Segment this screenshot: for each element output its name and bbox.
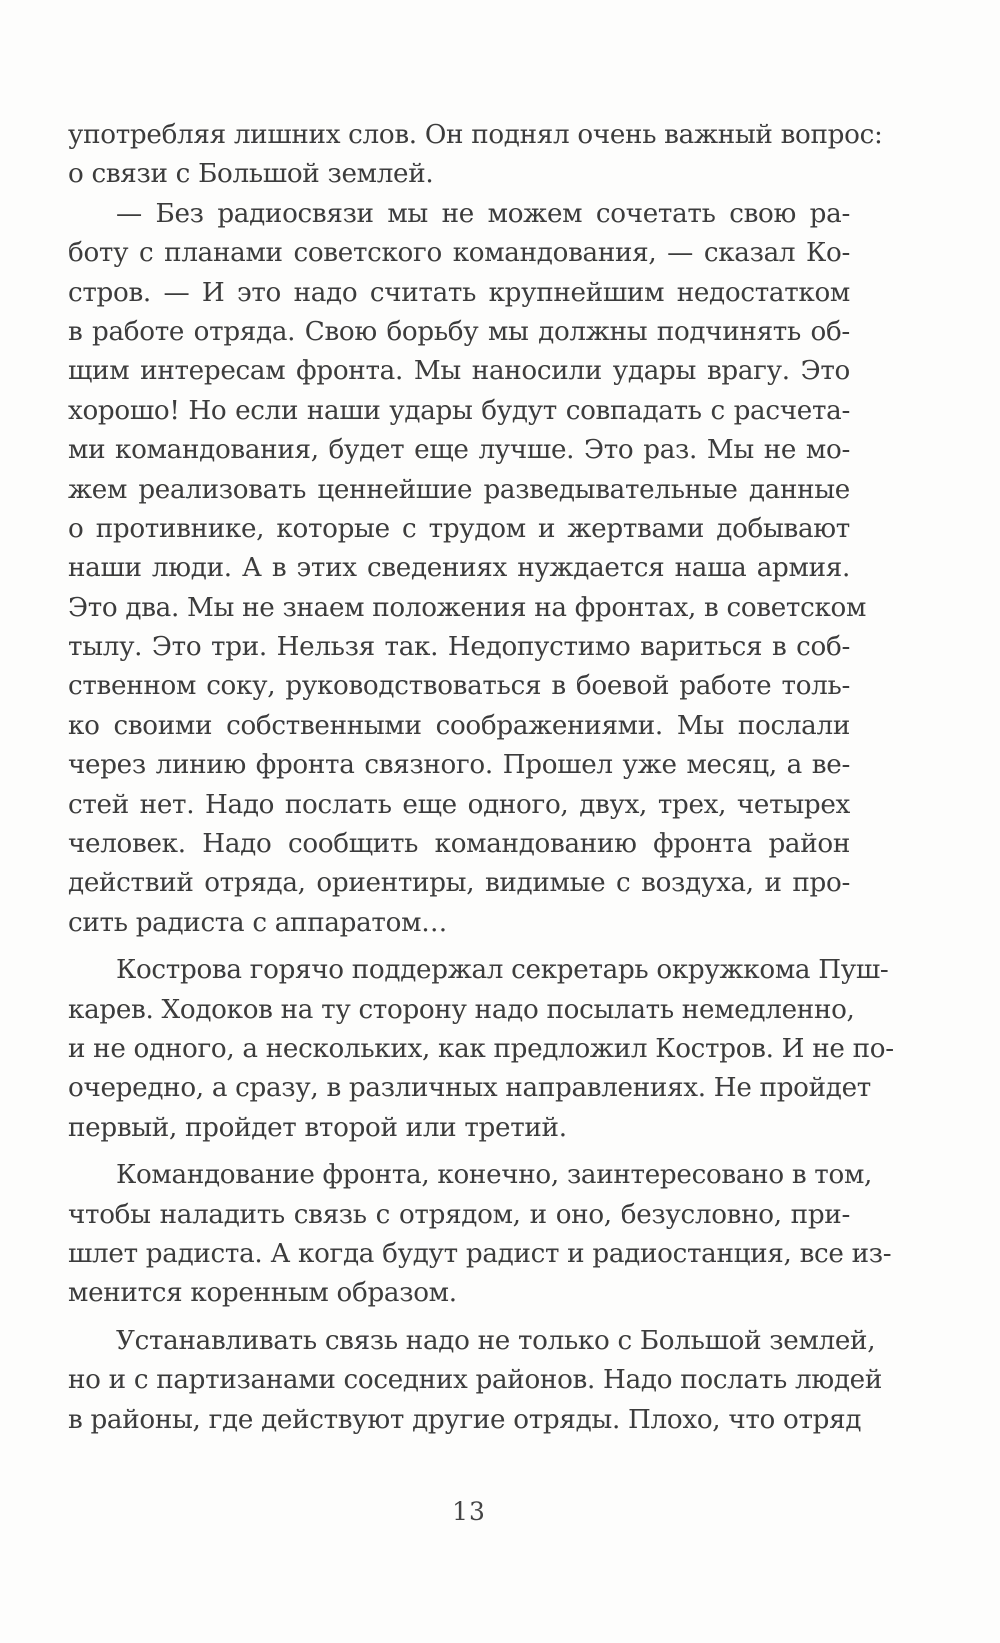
text-line: чтобы наладить связь с отрядом, и оно, безусловно, при- — [68, 1199, 850, 1230]
paragraph — [68, 195, 867, 943]
text-line: стров. — И это надо считать крупнейшим недостатком — [68, 277, 850, 308]
text-line: карев. Ходоков на ту сторону надо посылать немедленно, — [68, 994, 855, 1025]
text-line: Это два. Мы не знаем положения на фронтах, в советском — [68, 592, 867, 623]
text-line: Командование фронта, конечно, заинтересовано в том, — [116, 1160, 873, 1191]
text-line: человек. Надо сообщить командованию фронта район — [68, 829, 850, 860]
text-line: ственном соку, руководствоваться в боевой работе толь- — [68, 671, 850, 702]
page-number: 13 — [452, 1497, 486, 1526]
text-line: в районы, где действуют другие отряды. Плохо, что отряд — [68, 1404, 862, 1435]
text-line: стей нет. Надо послать еще одного, двух, трех, четырех — [68, 789, 850, 820]
text-line: тылу. Это три. Нельзя так. Недопустимо вариться в соб- — [68, 632, 850, 663]
page-text — [68, 116, 894, 1440]
text-line: щим интересам фронта. Мы наносили удары врагу. Это — [68, 356, 850, 387]
text-line: менится коренным образом. — [68, 1278, 457, 1309]
text-line: сить радиста с аппаратом… — [68, 907, 448, 938]
paragraph — [68, 1156, 892, 1314]
text-line: жем реализовать ценнейшие разведывательные данные — [68, 474, 850, 505]
text-line: действий отряда, ориентиры, видимые с воздуха, и про- — [68, 868, 850, 899]
paragraph — [68, 1322, 883, 1440]
text-line: хорошо! Но если наши удары будут совпадать с расчета- — [68, 395, 850, 426]
text-line: шлет радиста. А когда будут радист и радиостанция, все из- — [68, 1238, 892, 1269]
text-line: в работе отряда. Свою борьбу мы должны подчинять об- — [68, 316, 850, 347]
text-line: и не одного, а нескольких, как предложил Костров. И не по- — [68, 1033, 894, 1064]
text-line: наши люди. А в этих сведениях нуждается наша армия. — [68, 553, 850, 584]
text-line: ко своими собственными соображениями. Мы послали — [68, 710, 850, 741]
text-line: ми командования, будет еще лучше. Это раз. Мы не мо- — [68, 435, 850, 466]
text-line: о связи с Большой землей. — [68, 159, 434, 190]
text-line: боту с планами советского командования, — сказал Ко- — [68, 238, 850, 269]
text-line: Кострова горячо поддержал секретарь окружкома Пуш- — [116, 955, 889, 986]
text-line: но и с партизанами соседних районов. Надо послать людей — [68, 1365, 883, 1396]
text-line: очередно, а сразу, в различных направлениях. Не пройдет — [68, 1073, 871, 1104]
text-line: о противнике, которые с трудом и жертвами добывают — [68, 513, 850, 544]
text-line: через линию фронта связного. Прошел уже месяц, а ве- — [68, 750, 850, 781]
text-line: — Без радиосвязи мы не можем сочетать свою ра- — [116, 198, 850, 229]
text-line: употребляя лишних слов. Он поднял очень важный вопрос: — [68, 120, 883, 150]
text-line: первый, пройдет второй или третий. — [68, 1112, 567, 1143]
paragraph — [68, 116, 883, 195]
text-line: Устанавливать связь надо не только с Большой землей, — [116, 1325, 876, 1356]
paragraph — [68, 951, 894, 1148]
